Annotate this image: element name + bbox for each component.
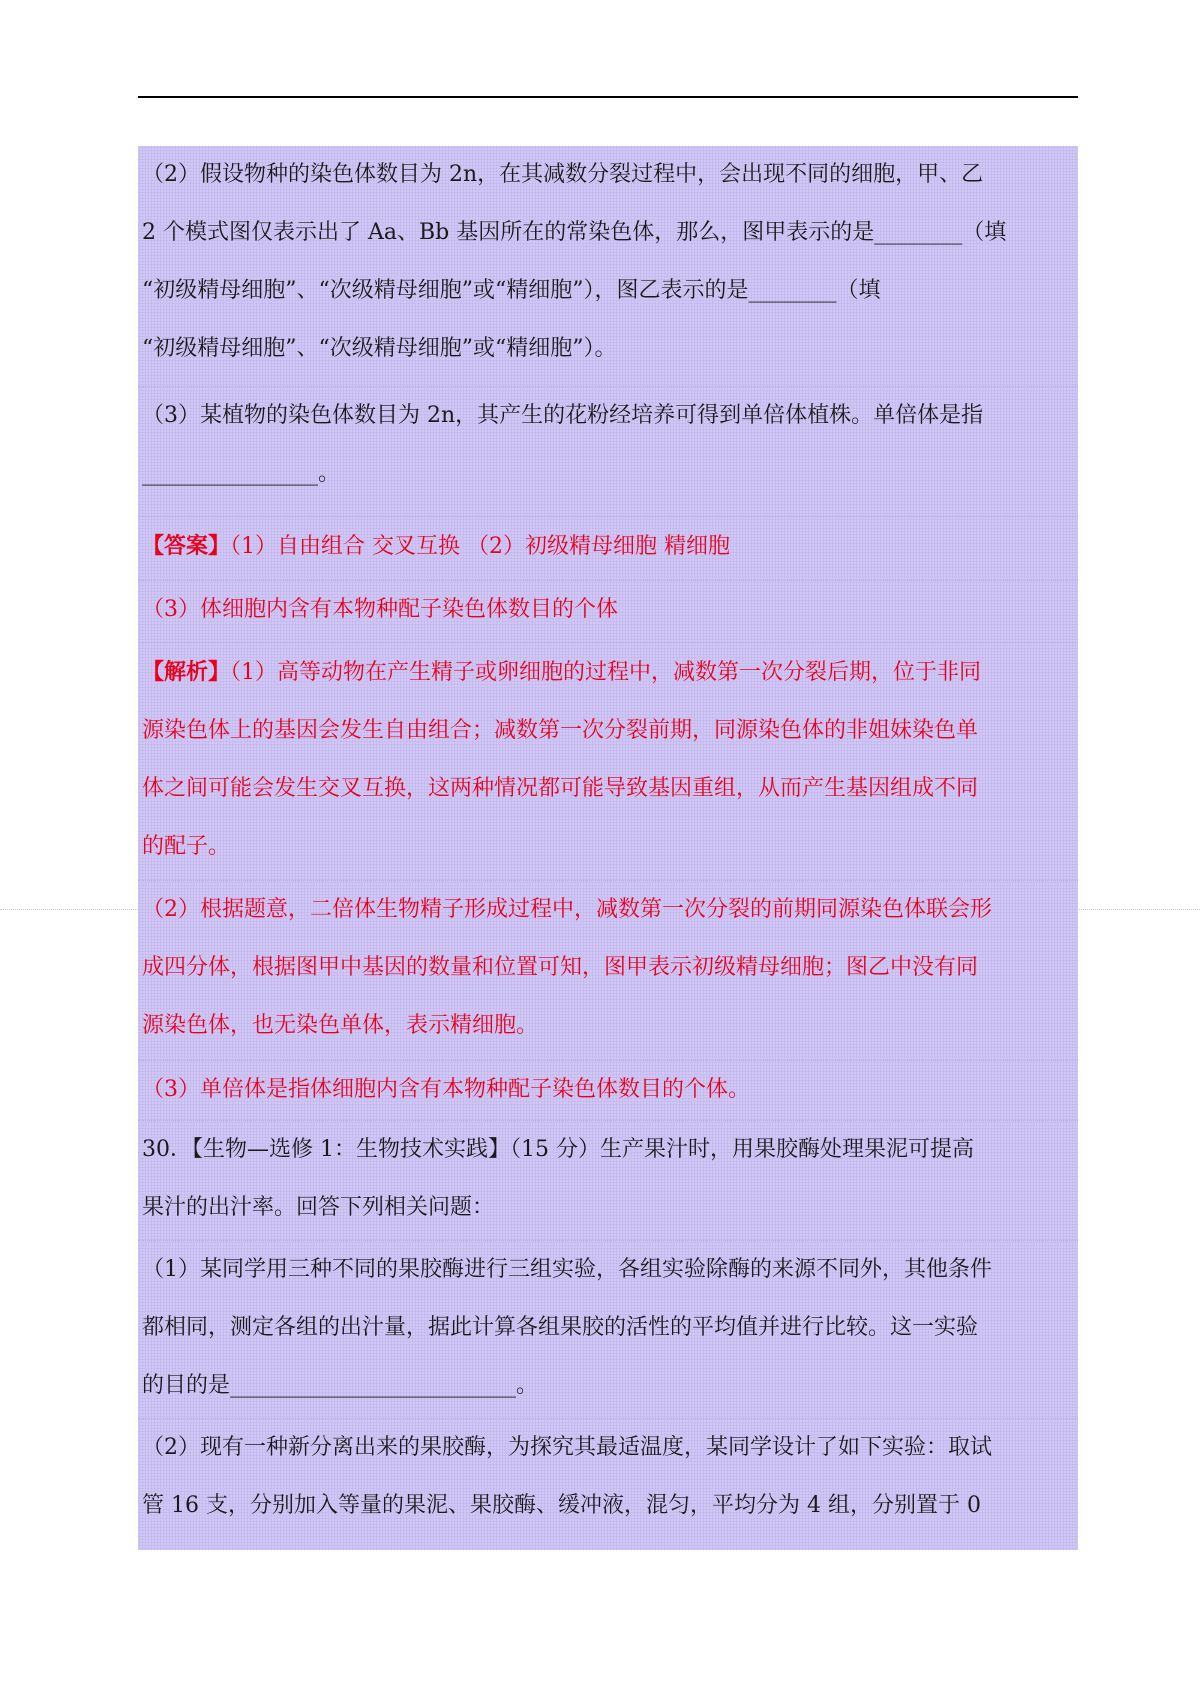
question-2-line-3: “初级精母细胞”、“次级精母细胞”或“精细胞”），图乙表示的是________（填 [142, 278, 881, 303]
analysis-p2-line-1: （2）根据题意，二倍体生物精子形成过程中，减数第一次分裂的前期同源染色体联会形 [142, 897, 992, 922]
answer-line-1 [138, 517, 1078, 576]
analysis-p2-line-3: 源染色体，也无染色单体，表示精细胞。 [142, 1013, 539, 1038]
analysis-p1-line-2: 源染色体上的基因会发生自由组合；减数第一次分裂前期，同源染色体的非姐妹染色单 [142, 718, 979, 743]
analysis-block-2 [138, 880, 1078, 1055]
analysis-p3-line-1: （3）单倍体是指体细胞内含有本物种配子染色体数目的个体。 [142, 1077, 750, 1102]
question-30-sub-2-block [138, 1418, 1078, 1535]
answer-block-2 [138, 580, 1078, 639]
question-30-sub-2-line-1: （2）现有一种新分离出来的果胶酶，为探究其最适温度，某同学设计了如下实验：取试 [142, 1435, 992, 1460]
answer-block [138, 516, 1078, 576]
question-3-line-2: ________________。 [142, 461, 341, 486]
analysis-p1-line-3: 体之间可能会发生交叉互换，这两种情况都可能导致基因重组，从而产生基因组成不同 [142, 776, 979, 801]
question-2-line-2: 2 个模式图仅表示出了 Aa、Bb 基因所在的常染色体，那么，图甲表示的是________（填 [142, 220, 1007, 245]
question-30-sub-1-line-1: （1）某同学用三种不同的果胶酶进行三组实验，各组实验除酶的来源不同外，其他条件 [142, 1257, 992, 1282]
question-30-line-2: 果汁的出汁率。回答下列相关问题： [142, 1195, 495, 1220]
highlighted-content-area [138, 146, 1078, 1550]
question-3-block [138, 386, 1078, 503]
question-30-sub-1-block [138, 1240, 1078, 1415]
answer-line-2: （3）体细胞内含有本物种配子染色体数目的个体 [142, 597, 618, 622]
analysis-p1-first: （1）高等动物在产生精子或卵细胞的过程中，减数第一次分裂后期，位于非同 [230, 660, 982, 685]
page-header-rule [138, 96, 1078, 98]
answer-text-1: （1）自由组合 交叉互换 （2）初级精母细胞 精细胞 [230, 534, 730, 559]
analysis-line-1 [138, 643, 1078, 702]
analysis-block-1 [138, 642, 1078, 876]
question-3-line-1: （3）某植物的染色体数目为 2n，其产生的花粉经培养可得到单倍体植株。单倍体是指 [142, 403, 984, 428]
analysis-p2-line-2: 成四分体，根据图甲中基因的数量和位置可知，图甲表示初级精母细胞；图乙中没有同 [142, 955, 979, 980]
question-30-block [138, 1120, 1078, 1237]
analysis-tag: 【解析】 [142, 659, 231, 685]
analysis-block-3 [138, 1060, 1078, 1119]
question-30-sub-2-line-2: 管 16 支，分别加入等量的果泥、果胶酶、缓冲液，混匀，平均分为 4 组，分别置于 0 [142, 1493, 981, 1518]
question-2-line-1: （2）假设物种的染色体数目为 2n，在其减数分裂过程中，会出现不同的细胞，甲、乙 [142, 162, 984, 187]
question-2-line-4: “初级精母细胞”、“次级精母细胞”或“精细胞”）。 [142, 336, 617, 361]
analysis-p1-line-4: 的配子。 [142, 834, 231, 859]
question-30-sub-1-line-2: 都相同，测定各组的出汁量，据此计算各组果胶的活性的平均值并进行比较。这一实验 [142, 1315, 979, 1340]
answer-tag: 【答案】 [142, 533, 231, 559]
question-2-block [138, 146, 1078, 378]
question-30-sub-1-line-3: 的目的是__________________________。 [142, 1373, 539, 1398]
question-30-line-1: 30．【生物—选修 1：生物技术实践】（15 分）生产果汁时，用果胶酶处理果泥可提高 [142, 1137, 974, 1162]
